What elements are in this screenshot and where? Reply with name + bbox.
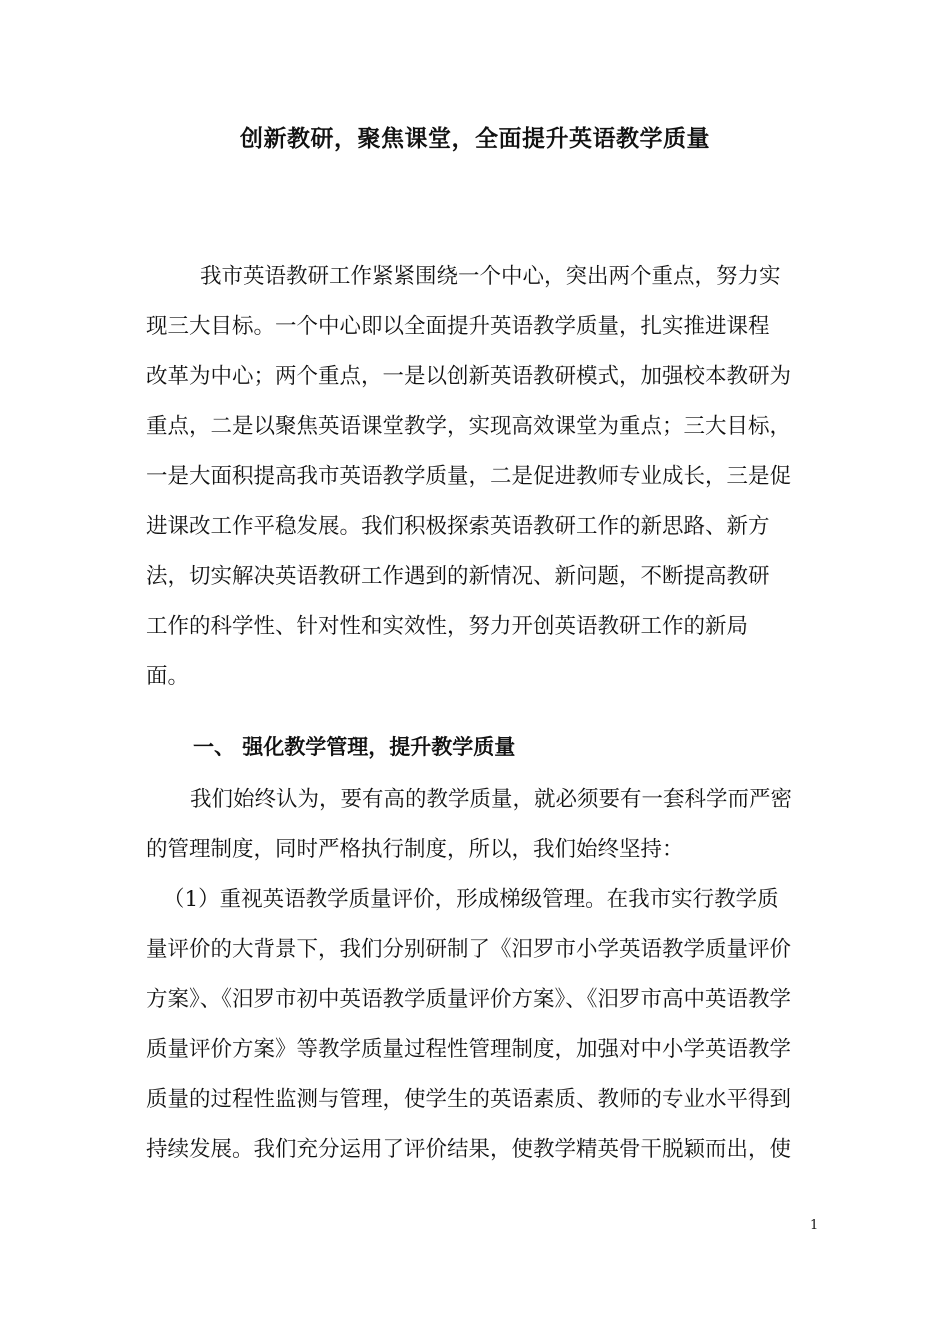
section-line: 持续发展。我们充分运用了评价结果，使教学精英骨干脱颖而出，使	[146, 1137, 792, 1162]
intro-line: 面。	[146, 664, 190, 689]
section-line: 质量评价方案》等教学质量过程性管理制度，加强对中小学英语教学	[146, 1037, 792, 1062]
document-title: 创新教研，聚焦课堂，全面提升英语教学质量	[240, 126, 710, 152]
intro-line: 进课改工作平稳发展。我们积极探索英语教研工作的新思路、新方	[146, 514, 770, 539]
section-line: 的管理制度，同时严格执行制度，所以，我们始终坚持：	[146, 837, 684, 862]
section-line: 我们始终认为，要有高的教学质量，就必须要有一套科学而严密	[190, 787, 793, 812]
section-line: 量评价的大背景下，我们分别研制了《汨罗市小学英语教学质量评价	[146, 937, 792, 962]
section-line: 质量的过程性监测与管理，使学生的英语素质、教师的专业水平得到	[146, 1087, 792, 1112]
page-number: 1	[810, 1218, 819, 1233]
intro-line: 工作的科学性、针对性和实效性，努力开创英语教研工作的新局	[146, 614, 749, 639]
intro-line: 法，切实解决英语教研工作遇到的新情况、新问题，不断提高教研	[146, 564, 770, 589]
intro-line: 我市英语教研工作紧紧围绕一个中心，突出两个重点，努力实	[200, 264, 781, 289]
intro-line: 一是大面积提高我市英语教学质量，二是促进教师专业成长，三是促	[146, 464, 792, 489]
intro-line: 重点，二是以聚焦英语课堂教学，实现高效课堂为重点；三大目标，	[146, 414, 792, 439]
intro-line: 现三大目标。一个中心即以全面提升英语教学质量，扎实推进课程	[146, 314, 770, 339]
section-line: 方案》、《汨罗市初中英语教学质量评价方案》、《汨罗市高中英语教学	[146, 987, 792, 1012]
section-line: （1）重视英语教学质量评价，形成梯级管理。在我市实行教学质	[163, 887, 779, 912]
intro-line: 改革为中心；两个重点，一是以创新英语教研模式，加强校本教研为	[146, 364, 792, 389]
section-heading: 一、 强化教学管理，提升教学质量	[193, 735, 516, 759]
